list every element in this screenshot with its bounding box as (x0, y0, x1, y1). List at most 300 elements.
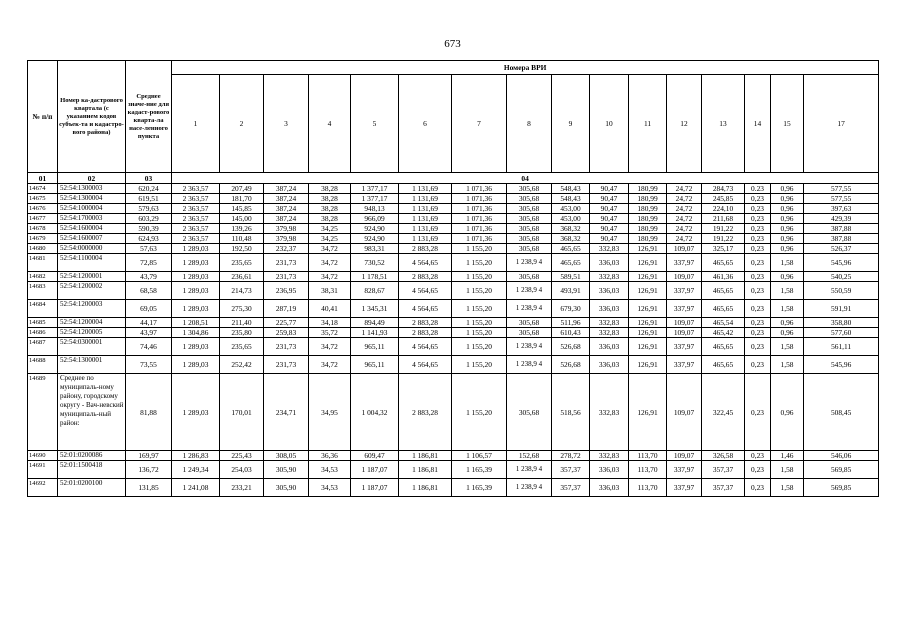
average-cell: 73,55 (126, 356, 172, 374)
vri-value-cell: 397,63 (804, 204, 879, 214)
vri-value-cell: 180,99 (629, 234, 667, 244)
vri-value-cell: 126,91 (629, 328, 667, 338)
table-row (28, 461, 879, 479)
vri-value-cell: 109,07 (667, 374, 702, 451)
vri-value-cell: 387,24 (264, 194, 309, 204)
vri-value-cell: 38,28 (309, 204, 351, 214)
vri-value-cell: 90,47 (590, 184, 629, 194)
row-number-cell: 14686 (28, 328, 58, 338)
vri-value-cell: 34,53 (309, 479, 351, 497)
column-code: 01 (28, 173, 58, 184)
vri-value-cell: 1 289,03 (172, 356, 220, 374)
vri-value-cell: 1 155,20 (452, 244, 507, 254)
vri-value-cell: 1 155,20 (452, 356, 507, 374)
row-number-cell: 14676 (28, 204, 58, 214)
average-cell: 74,46 (126, 338, 172, 356)
vri-value-cell: 1 238,9 4 (507, 282, 552, 300)
vri-value-cell: 4 564,65 (399, 282, 452, 300)
average-cell: 68,58 (126, 282, 172, 300)
vri-value-cell: 332,83 (590, 374, 629, 451)
table-row (28, 254, 879, 272)
vri-value-cell: 2 363,57 (172, 214, 220, 224)
vri-value-cell: 4 564,65 (399, 338, 452, 356)
vri-value-cell: 337,97 (667, 282, 702, 300)
vri-value-cell: 1,58 (771, 338, 804, 356)
vri-value-cell: 0,23 (745, 254, 771, 272)
vri-value-cell: 126,91 (629, 356, 667, 374)
vri-value-cell: 0,96 (771, 328, 804, 338)
vri-value-cell: 546,06 (804, 451, 879, 461)
vri-value-cell: 1 155,20 (452, 328, 507, 338)
vri-value-cell: 38,28 (309, 184, 351, 194)
vri-value-cell: 357,37 (552, 461, 590, 479)
vri-value-cell: 465,42 (702, 328, 745, 338)
row-number-cell: 14688 (28, 356, 58, 374)
vri-value-cell: 231,73 (264, 338, 309, 356)
vri-value-cell: 368,32 (552, 234, 590, 244)
average-cell: 624,93 (126, 234, 172, 244)
vri-value-cell: 126,91 (629, 374, 667, 451)
vri-value-cell: 453,00 (552, 204, 590, 214)
vri-value-cell: 0,23 (745, 461, 771, 479)
quarter-cell: 52:54:1200002 (58, 282, 126, 300)
vri-value-cell: 1,58 (771, 254, 804, 272)
vri-value-cell: 145,85 (220, 204, 264, 214)
vri-value-cell: 38,28 (309, 214, 351, 224)
vri-value-cell: 1 131,69 (399, 194, 452, 204)
vri-value-cell: 387,88 (804, 224, 879, 234)
vri-value-cell: 305,90 (264, 461, 309, 479)
vri-value-cell: 308,05 (264, 451, 309, 461)
vri-value-cell: 234,71 (264, 374, 309, 451)
table-row (28, 374, 879, 451)
vri-value-cell: 24,72 (667, 224, 702, 234)
vri-value-cell: 245,85 (702, 194, 745, 204)
vri-value-cell: 336,03 (590, 254, 629, 272)
vri-value-cell: 278,72 (552, 451, 590, 461)
quarter-cell: 52:54:1300001 (58, 356, 126, 374)
quarter-cell: 52:54:1100004 (58, 254, 126, 272)
vri-value-cell: 0,23 (745, 214, 771, 224)
vri-value-cell: 1 131,69 (399, 214, 452, 224)
vri-value-cell: 305,68 (507, 194, 552, 204)
header-vri-number: 11 (629, 75, 667, 173)
vri-value-cell: 461,36 (702, 272, 745, 282)
vri-value-cell: 305,68 (507, 224, 552, 234)
table-row (28, 300, 879, 318)
vri-value-cell: 34,72 (309, 272, 351, 282)
vri-value-cell: 0,23 (745, 338, 771, 356)
row-number-cell: 14691 (28, 461, 58, 479)
vri-value-cell: 0,23 (745, 272, 771, 282)
vri-value-cell: 4 564,65 (399, 254, 452, 272)
average-cell: 131,85 (126, 479, 172, 497)
vri-value-cell: 236,95 (264, 282, 309, 300)
vri-value-cell: 0,96 (771, 318, 804, 328)
column-code: 02 (58, 173, 126, 184)
average-cell: 57,63 (126, 244, 172, 254)
vri-value-cell: 181,70 (220, 194, 264, 204)
vri-value-cell: 965,11 (351, 338, 399, 356)
quarter-cell: 52:54:1600007 (58, 234, 126, 244)
vri-value-cell: 34,72 (309, 356, 351, 374)
vri-value-cell: 275,30 (220, 300, 264, 318)
vri-value-cell: 2 363,57 (172, 194, 220, 204)
vri-value-cell: 966,09 (351, 214, 399, 224)
vri-value-cell: 113,70 (629, 451, 667, 461)
vri-value-cell: 24,72 (667, 184, 702, 194)
vri-value-cell: 38,28 (309, 194, 351, 204)
vri-value-cell: 337,97 (667, 479, 702, 497)
vri-value-cell: 1 377,17 (351, 194, 399, 204)
vri-value-cell: 1 004,32 (351, 374, 399, 451)
vri-value-cell: 548,43 (552, 184, 590, 194)
vri-value-cell: 1 141,93 (351, 328, 399, 338)
vri-value-cell: 1 186,81 (399, 479, 452, 497)
vri-value-cell: 332,83 (590, 272, 629, 282)
table-row (28, 318, 879, 328)
vri-value-cell: 337,97 (667, 300, 702, 318)
vri-value-cell: 577,55 (804, 184, 879, 194)
header-vri-number: 6 (399, 75, 452, 173)
vri-value-cell: 235,65 (220, 254, 264, 272)
vri-value-cell: 1,58 (771, 282, 804, 300)
vri-value-cell: 126,91 (629, 300, 667, 318)
vri-value-cell: 387,24 (264, 214, 309, 224)
vri-value-cell: 1 131,69 (399, 204, 452, 214)
quarter-cell: 52:54:1300003 (58, 184, 126, 194)
vri-value-cell: 379,98 (264, 234, 309, 244)
table-row (28, 184, 879, 194)
table-row (28, 282, 879, 300)
vri-value-cell: 357,37 (702, 479, 745, 497)
table-row (28, 224, 879, 234)
vri-value-cell: 152,68 (507, 451, 552, 461)
vri-value-cell: 0,96 (771, 204, 804, 214)
vri-value-cell: 337,97 (667, 356, 702, 374)
vri-value-cell: 24,72 (667, 204, 702, 214)
vri-value-cell: 2 363,57 (172, 234, 220, 244)
vri-value-cell: 429,39 (804, 214, 879, 224)
vri-value-cell: 465,65 (552, 244, 590, 254)
vri-value-cell: 126,91 (629, 318, 667, 328)
vri-value-cell: 387,24 (264, 204, 309, 214)
average-cell: 169,97 (126, 451, 172, 461)
vri-value-cell: 357,37 (702, 461, 745, 479)
vri-value-cell: 577,55 (804, 194, 879, 204)
vri-value-cell: 305,68 (507, 184, 552, 194)
vri-value-cell: 0,23 (745, 204, 771, 214)
vri-value-cell: 0,23 (745, 328, 771, 338)
vri-value-cell: 236,61 (220, 272, 264, 282)
vri-value-cell: 508,45 (804, 374, 879, 451)
vri-value-cell: 126,91 (629, 338, 667, 356)
header-vri-number: 3 (264, 75, 309, 173)
header-vri-number: 12 (667, 75, 702, 173)
row-number-cell: 14687 (28, 338, 58, 356)
vri-value-cell: 336,03 (590, 356, 629, 374)
quarter-cell: 52:54:1600004 (58, 224, 126, 234)
vri-value-cell: 337,97 (667, 461, 702, 479)
vri-value-cell: 1,58 (771, 300, 804, 318)
vri-value-cell: 387,88 (804, 234, 879, 244)
vri-value-cell: 357,37 (552, 479, 590, 497)
vri-value-cell: 368,32 (552, 224, 590, 234)
quarter-cell: 52:54:1200003 (58, 300, 126, 318)
vri-value-cell: 180,99 (629, 224, 667, 234)
vri-value-cell: 1 208,51 (172, 318, 220, 328)
vri-value-cell: 983,31 (351, 244, 399, 254)
vri-value-cell: 305,68 (507, 214, 552, 224)
vri-value-cell: 24,72 (667, 214, 702, 224)
vri-value-cell: 0,23 (745, 224, 771, 234)
vri-value-cell: 207,49 (220, 184, 264, 194)
vri-value-cell: 211,40 (220, 318, 264, 328)
quarter-cell: 52:54:1300004 (58, 194, 126, 204)
average-cell: 43,79 (126, 272, 172, 282)
vri-value-cell: 305,68 (507, 272, 552, 282)
vri-value-cell: 1 238,9 4 (507, 356, 552, 374)
vri-value-cell: 1 165,39 (452, 461, 507, 479)
vri-value-cell: 828,67 (351, 282, 399, 300)
vri-value-cell: 0,23 (745, 374, 771, 451)
vri-value-cell: 0,23 (745, 194, 771, 204)
row-number-cell: 14690 (28, 451, 58, 461)
vri-value-cell: 465,65 (702, 282, 745, 300)
vri-value-cell: 332,83 (590, 451, 629, 461)
vri-value-cell: 1 131,69 (399, 224, 452, 234)
vri-value-cell: 109,07 (667, 328, 702, 338)
vri-value-cell: 325,17 (702, 244, 745, 254)
vri-value-cell: 0,23 (745, 234, 771, 244)
vri-value-cell: 2 883,28 (399, 318, 452, 328)
vri-value-cell: 0,23 (745, 451, 771, 461)
vri-value-cell: 254,03 (220, 461, 264, 479)
table-row (28, 328, 879, 338)
page-number: 673 (444, 38, 461, 50)
header-vri-number: 9 (552, 75, 590, 173)
vri-value-cell: 1 155,20 (452, 300, 507, 318)
row-number-cell: 14680 (28, 244, 58, 254)
vri-value-cell: 90,47 (590, 204, 629, 214)
quarter-cell: 52:54:1200004 (58, 318, 126, 328)
vri-value-cell: 589,51 (552, 272, 590, 282)
vri-value-cell: 336,03 (590, 282, 629, 300)
vri-value-cell: 336,03 (590, 338, 629, 356)
vri-value-cell: 1 238,9 4 (507, 479, 552, 497)
vri-value-cell: 34,18 (309, 318, 351, 328)
vri-value-cell: 145,00 (220, 214, 264, 224)
header-vri-number: 8 (507, 75, 552, 173)
vri-value-cell: 139,26 (220, 224, 264, 234)
vri-value-cell: 113,70 (629, 479, 667, 497)
vri-value-cell: 1 071,36 (452, 214, 507, 224)
vri-value-cell: 1 071,36 (452, 224, 507, 234)
vri-value-cell: 379,98 (264, 224, 309, 234)
vri-value-cell: 465,65 (702, 356, 745, 374)
vri-value-cell: 90,47 (590, 194, 629, 204)
vri-value-cell: 679,30 (552, 300, 590, 318)
quarter-cell: 52:54:1700003 (58, 214, 126, 224)
vri-value-cell: 1 289,03 (172, 244, 220, 254)
header-vri-number: 4 (309, 75, 351, 173)
vri-value-cell: 191,22 (702, 224, 745, 234)
vri-value-cell: 609,47 (351, 451, 399, 461)
vri-value-cell: 305,68 (507, 204, 552, 214)
header-vri-number: 2 (220, 75, 264, 173)
vri-value-cell: 1 155,20 (452, 282, 507, 300)
quarter-cell: 52:54:1000004 (58, 204, 126, 214)
vri-value-cell: 1 165,39 (452, 479, 507, 497)
vri-value-cell: 518,56 (552, 374, 590, 451)
vri-value-cell: 24,72 (667, 194, 702, 204)
table-row (28, 479, 879, 497)
row-number-cell: 14675 (28, 194, 58, 204)
vri-value-cell: 0.23 (745, 184, 771, 194)
vri-value-cell: 1 289,03 (172, 272, 220, 282)
vri-value-cell: 465,65 (702, 300, 745, 318)
vri-value-cell: 332,83 (590, 318, 629, 328)
vri-table (27, 60, 879, 497)
vri-value-cell: 322,45 (702, 374, 745, 451)
vri-value-cell: 36,36 (309, 451, 351, 461)
vri-value-cell: 113,70 (629, 461, 667, 479)
vri-value-cell: 211,68 (702, 214, 745, 224)
vri-value-cell: 1 186,81 (399, 461, 452, 479)
vri-value-cell: 1 289,03 (172, 300, 220, 318)
quarter-cell: 52:54:0000000 (58, 244, 126, 254)
average-cell: 69,05 (126, 300, 172, 318)
vri-value-cell: 1 155,20 (452, 318, 507, 328)
header-vri-number: 13 (702, 75, 745, 173)
row-number-cell: 14678 (28, 224, 58, 234)
quarter-cell: Среднее по муниципаль-ному району, городскому округу - Вач-невский муниципаль-ный район: (58, 374, 126, 451)
vri-value-cell: 0,96 (771, 224, 804, 234)
vri-value-cell: 1,46 (771, 451, 804, 461)
header-vri-number: 1 (172, 75, 220, 173)
vri-value-cell: 1 155,20 (452, 272, 507, 282)
vri-value-cell: 284,73 (702, 184, 745, 194)
vri-value-cell: 1 345,31 (351, 300, 399, 318)
row-number-cell: 14681 (28, 254, 58, 272)
vri-value-cell: 0,96 (771, 194, 804, 204)
average-cell: 590,39 (126, 224, 172, 234)
vri-value-cell: 4 564,65 (399, 356, 452, 374)
vri-value-cell: 924,90 (351, 224, 399, 234)
average-cell: 579,63 (126, 204, 172, 214)
vri-value-cell: 1 289,03 (172, 254, 220, 272)
average-cell: 603,29 (126, 214, 172, 224)
vri-value-cell: 287,19 (264, 300, 309, 318)
table-row (28, 204, 879, 214)
average-cell: 619,51 (126, 194, 172, 204)
vri-value-cell: 894,49 (351, 318, 399, 328)
vri-value-cell: 1 238,9 4 (507, 300, 552, 318)
vri-value-cell: 924,90 (351, 234, 399, 244)
vri-value-cell: 2 883,28 (399, 328, 452, 338)
vri-value-cell: 2 883,28 (399, 244, 452, 254)
vri-value-cell: 170,01 (220, 374, 264, 451)
vri-value-cell: 191,22 (702, 234, 745, 244)
vri-value-cell: 610,43 (552, 328, 590, 338)
vri-value-cell: 569,85 (804, 479, 879, 497)
vri-value-cell: 0,23 (745, 244, 771, 254)
vri-value-cell: 180,99 (629, 194, 667, 204)
row-number-cell: 14689 (28, 374, 58, 451)
vri-value-cell: 336,03 (590, 300, 629, 318)
header-vri-number: 17 (804, 75, 879, 173)
vri-value-cell: 465,65 (702, 338, 745, 356)
table-row (28, 194, 879, 204)
vri-value-cell: 259,83 (264, 328, 309, 338)
vri-value-cell: 1 186,81 (399, 451, 452, 461)
vri-value-cell: 109,07 (667, 318, 702, 328)
vri-value-cell: 90,47 (590, 234, 629, 244)
vri-value-cell: 965,11 (351, 356, 399, 374)
vri-value-cell: 1 249,34 (172, 461, 220, 479)
average-cell: 43,97 (126, 328, 172, 338)
vri-value-cell: 126,91 (629, 254, 667, 272)
vri-value-cell: 192,50 (220, 244, 264, 254)
vri-value-cell: 235,80 (220, 328, 264, 338)
vri-value-cell: 233,21 (220, 479, 264, 497)
quarter-cell: 52:01:0200086 (58, 451, 126, 461)
vri-value-cell: 561,11 (804, 338, 879, 356)
vri-value-cell: 34,72 (309, 254, 351, 272)
average-cell: 72,85 (126, 254, 172, 272)
vri-value-cell: 1 377,17 (351, 184, 399, 194)
vri-value-cell: 332,83 (590, 244, 629, 254)
vri-value-cell: 332,83 (590, 328, 629, 338)
vri-value-cell: 0,23 (745, 356, 771, 374)
header-vri-number: 10 (590, 75, 629, 173)
vri-value-cell: 0,23 (745, 282, 771, 300)
vri-value-cell: 569,85 (804, 461, 879, 479)
vri-value-cell: 1 071,36 (452, 184, 507, 194)
vri-value-cell: 214,73 (220, 282, 264, 300)
vri-value-cell: 305,90 (264, 479, 309, 497)
quarter-cell: 52:54:1200001 (58, 272, 126, 282)
vri-value-cell: 548,43 (552, 194, 590, 204)
quarter-cell: 52:54:1200005 (58, 328, 126, 338)
header-vri-number: 7 (452, 75, 507, 173)
vri-value-cell: 0,96 (771, 272, 804, 282)
vri-value-cell: 235,65 (220, 338, 264, 356)
quarter-cell: 52:01:1500418 (58, 461, 126, 479)
vri-value-cell: 1 178,51 (351, 272, 399, 282)
vri-value-cell: 545,96 (804, 356, 879, 374)
vri-value-cell: 511,96 (552, 318, 590, 328)
vri-value-cell: 126,91 (629, 282, 667, 300)
vri-value-cell: 232,37 (264, 244, 309, 254)
average-cell: 44,17 (126, 318, 172, 328)
vri-value-cell: 387,24 (264, 184, 309, 194)
vri-value-cell: 180,99 (629, 184, 667, 194)
vri-value-cell: 1 131,69 (399, 184, 452, 194)
table-row (28, 272, 879, 282)
vri-value-cell: 465,65 (552, 254, 590, 272)
vri-value-cell: 34,72 (309, 244, 351, 254)
vri-value-cell: 109,07 (667, 244, 702, 254)
vri-value-cell: 0,23 (745, 318, 771, 328)
vri-value-cell: 337,97 (667, 254, 702, 272)
row-number-cell: 14674 (28, 184, 58, 194)
table-row (28, 234, 879, 244)
vri-value-cell: 2 363,57 (172, 204, 220, 214)
vri-value-cell: 231,73 (264, 254, 309, 272)
vri-value-cell: 34,25 (309, 234, 351, 244)
header-average: Среднее значе-ние для кадаст-рового кварта-ла насе-ленного пункта (126, 61, 172, 173)
